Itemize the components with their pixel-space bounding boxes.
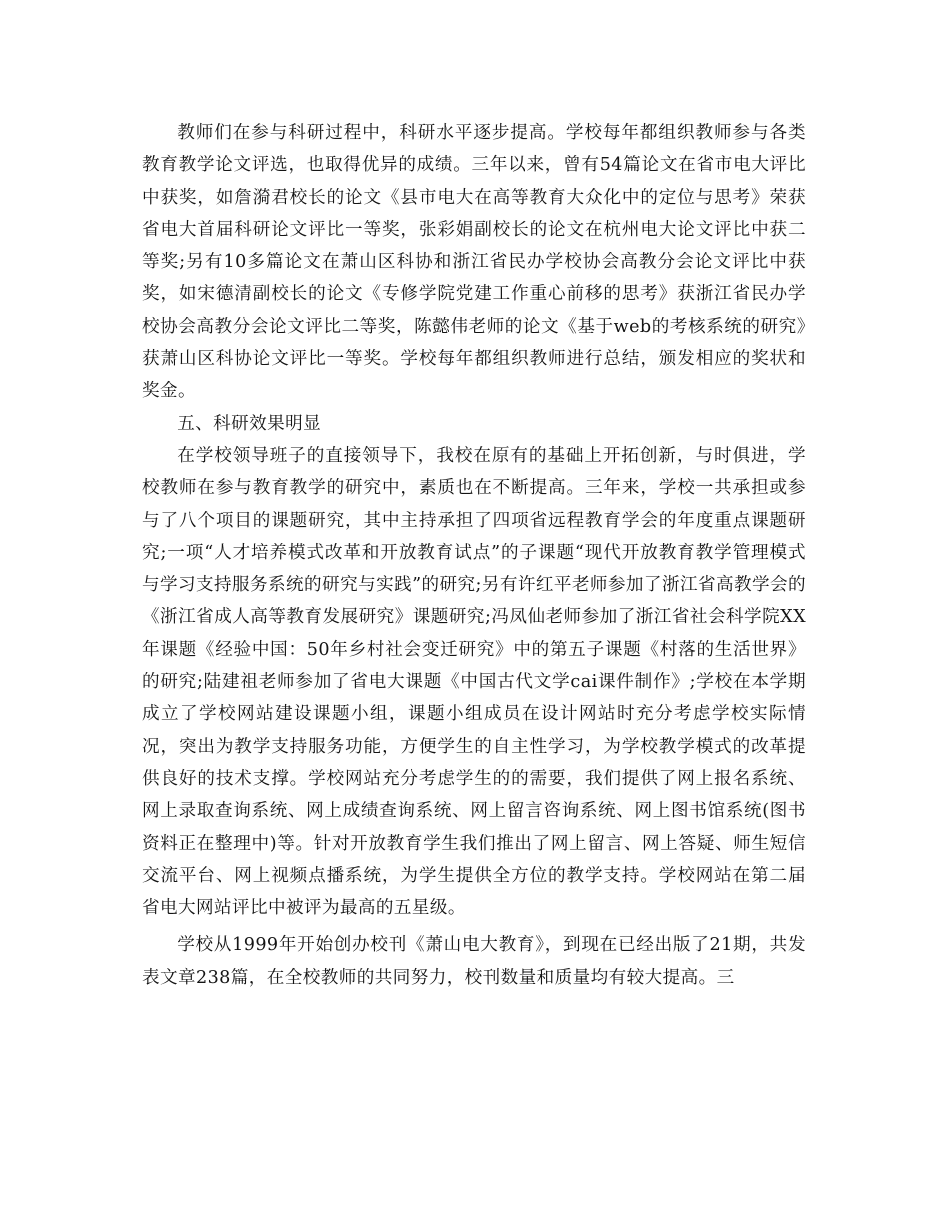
paragraph-research-awards: 教师们在参与科研过程中，科研水平逐步提高。学校每年都组织教师参与各类教育教学论文评选，也取得优异的成绩。三年以来，曾有54篇论文在省市电大评比中获奖，如詹漪君校长的论文《县市电大在高等教育大众化中的定位与思考》荣获省电大首届科研论文评比一等奖，张彩娟副校长的论文在杭州电大论文评比中获二等奖;另有10多篇论文在萧山区科协和浙江省民办学校协会高教分会论文评比中获奖，如宋德清副校长的论文《专修学院党建工作重心前移的思考》获浙江省民办学校协会高教分会论文评比二等奖，陈懿伟老师的论文《基于web的考核系统的研究》获萧山区科协论文评比一等奖。学校每年都组织教师进行总结，颁发相应的奖状和奖金。: [142, 123, 806, 402]
paragraph-research-projects: 在学校领导班子的直接领导下，我校在原有的基础上开拓创新，与时俱进，学校教师在参与教育教学的研究中，素质也在不断提高。三年来，学校一共承担或参与了八个项目的课题研究，其中主持承担了四项省远程教育学会的年度重点课题研究;一项“人才培养模式改革和开放教育试点”的子课题“现代开放教育教学管理模式与学习支持服务系统的研究与实践”的研究;另有许红平老师参加了浙江省高教学会的《浙江省成人高等教育发展研究》课题研究;冯凤仙老师参加了浙江省社会科学院XX年课题《经验中国：50年乡村社会变迁研究》中的第五子课题《村落的生活世界》的研究;陆建祖老师参加了省电大课题《中国古代文学cai课件制作》;学校在本学期成立了学校网站建设课题小组，课题小组成员在设计网站时充分考虑学校实际情况，突出为教学支持服务功能，方便学生的自主性学习，为学校教学模式的改革提供良好的技术支撑。学校网站充分考虑学生的的需要，我们提供了网上报名系统、网上录取查询系统、网上成绩查询系统、网上留言咨询系统、网上图书馆系统(图书资料正在整理中)等。针对开放教育学生我们推出了网上留言、网上答疑、师生短信交流平台、网上视频点播系统，为学生提供全方位的教学支持。学校网站在第二届省电大网站评比中被评为最高的五星级。: [142, 445, 806, 919]
paragraph-school-journal: 学校从1999年开始创办校刊《萧山电大教育》，到现在已经出版了21期，共发表文章238篇，在全校教师的共同努力，校刊数量和质量均有较大提高。三: [142, 935, 806, 988]
document-body: [142, 117, 806, 994]
section-heading-research-results: 五、科研效果明显: [177, 413, 322, 434]
